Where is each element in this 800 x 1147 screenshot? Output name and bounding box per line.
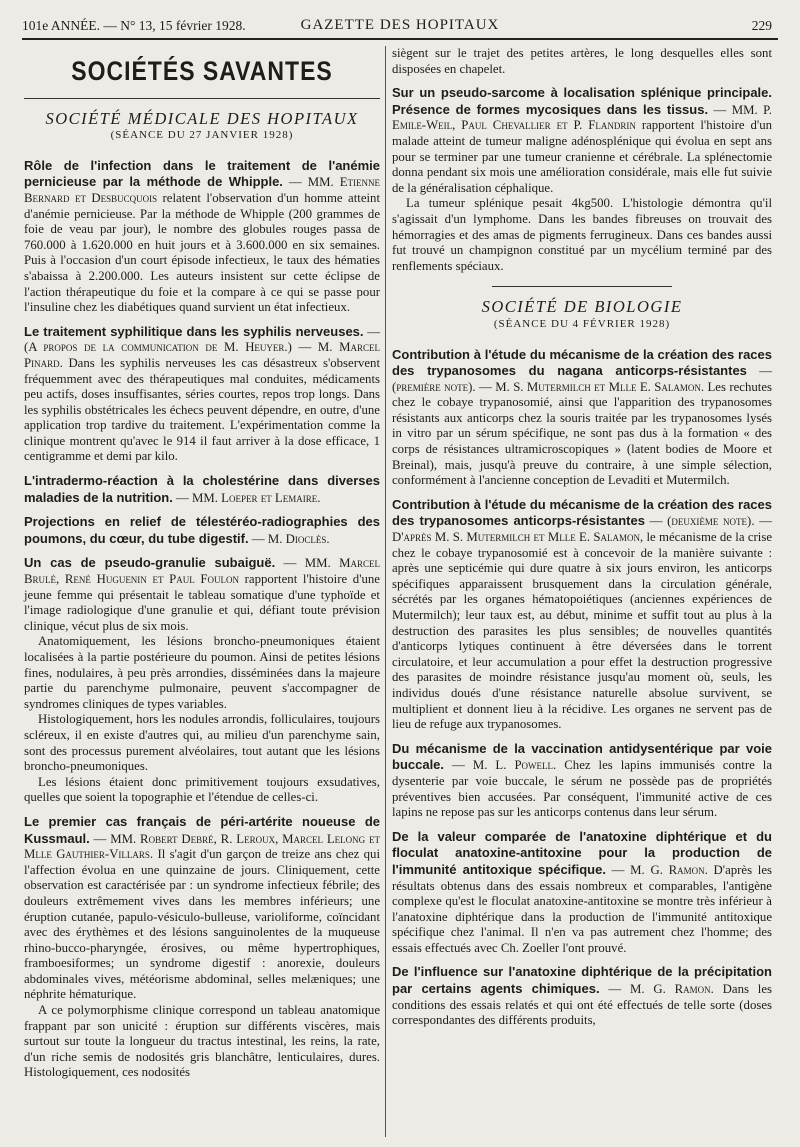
left-articles	[24, 158, 380, 1081]
article-body: Chez les lapins immunisés contre la dysenterie par voie buccale, le sérum ne possède pas de propriétés préventives bien accusées. Par conséquent, l'immunité active de ces lapins ne repose pas sur les anticorps contenus dans leur sérum.	[392, 758, 773, 820]
journal-title: GAZETTE DES HOPITAUX	[300, 17, 500, 33]
page-header	[22, 12, 778, 38]
article	[24, 814, 380, 1081]
article	[392, 347, 772, 489]
article-authors: (première note). — M. S. Mutermilch et Mlle E. Salamon.	[392, 379, 705, 394]
article	[392, 829, 772, 957]
article	[392, 497, 772, 733]
article-authors: MM. Robert Debré, R. Leroux, Marcel Lelong et Mlle Gauthier-Villars.	[24, 831, 380, 862]
article-head: Le premier cas français de péri-artérite noueuse de Kussmaul. — MM. Robert Debré, R. Leroux, Marcel Lelong et Mlle Gauthier-Villars. Il s'agit d'un garçon de treize ans chez qui l'affection évolua en une quinzaine de jours. Cliniquement, cette observation est caractérisée par : un syndrome infectieux fébrile; des douleurs extrêmement vives dans les membres inférieurs; une éruption cutanée, papulo-vésiculo-bulleuse, varioliforme, coïncidant avec des érythèmes et des lésions sanguinolentes de la muqueuse rhino-bucco-pharyngée, érosives, ou même hypertrophiques, framboesiformes; un syndrome digestif : anorexie, douleurs abdominales vives, météorisme abdominal, selles melæniques; une néphrite hématurique.	[24, 813, 380, 1002]
article-paragraph: Anatomiquement, les lésions broncho-pneumoniques étaient localisées à la partie postérieure du poumon. Ainsi de petites lésions fines, nodulaires, à peu près arrondies, disséminées dans la majeure partie du parenchyme pulmonaire, peuvent s'accompagner de syndromes cliniques de types variables.	[24, 634, 380, 711]
article	[392, 741, 772, 821]
article-title: De la valeur comparée de l'anatoxine diphtérique et du floculat anatoxine-antitoxine pour la production de l'immunité antitoxique spécifique.	[392, 828, 772, 877]
article-authors: MM. P. Emile-Weil, Paul Chevallier et P. Flandrin	[392, 102, 772, 133]
section-title: SOCIÉTÉ MÉDICALE DES HOPITAUX	[45, 108, 359, 128]
article-authors: MM. Loeper et Lemaire.	[192, 490, 321, 505]
column-divider	[385, 46, 386, 1137]
article-body: siègent sur le trajet des petites artères, le long desquelles elles sont disposées en chapelet.	[392, 46, 772, 76]
left-column	[24, 46, 380, 1089]
article	[24, 555, 380, 806]
article-title: L'intradermo-réaction à la cholestérine dans diverses maladies de la nutrition.	[24, 473, 380, 505]
article-title: Un cas de pseudo-granulie subaiguë.	[24, 555, 276, 571]
article-head: Sur un pseudo-sarcome à localisation splénique principale. Présence de formes mycosiques dans les tissus. — MM. P. Emile-Weil, Paul Chevallier et P. Flandrin rapportent l'histoire d'un malade atteint de tumeur maligne adénosplénique qui évolua en sept ans pour se terminer par une tumeur cranienne et cérébrale. La splénectomie donna pendant six mois une amélioration considérale, mais elle fut suivie de la généralisation céphalique.	[392, 85, 772, 195]
article-authors: (A propos de la communication de M. Heuyer.) — M. Marcel Pinard.	[24, 340, 380, 370]
article-authors: M. Dioclès.	[267, 531, 330, 546]
article-body: Les rechutes chez le cobaye trypanosomié, ainsi que l'apparition des trypanosomes résistants aux anticorps chez la souris traitée par les trypanosomes lysés in vitro par un sérum spécifique, ne sont pas dus à la formation « des corps de résistances ultramicroscopiques » (latent bodies de Moore et Breinal), mais, jusqu'à preuve du contraire, à une simple sélection, conformément à l'ancienne conception de Levaditi et Mutermilch.	[392, 379, 772, 488]
article-paragraph: La tumeur splénique pesait 4kg500. L'histologie démontra qu'il s'agissait d'un lymphome. Dans les bandes fibreuses on trouvait des hémorragies et des amas de pigments ferrugineux. Dans ces bandes aussi fut trouvé un champignon constitué par un mycélium terminé par des renflements spéciaux.	[392, 196, 772, 273]
article-title: Contribution à l'étude du mécanisme de la création des races des trypanosomes anticorps-résistantes	[392, 496, 772, 529]
article-authors: M. G. Ramon.	[630, 862, 708, 877]
article-title: Sur un pseudo-sarcome à localisation splénique principale. Présence de formes mycosiques dans les tissus.	[392, 85, 772, 117]
article-head: Le traitement syphilitique dans les syphilis nerveuses. — (A propos de la communication de M. Heuyer.) — M. Marcel Pinard. Dans les syphilis nerveuses les cas désastreux s'observent fréquemment avec des thérapeutiques mal conduites, médicaments peu actifs, doses insuffisantes, séries courtes, repos trop longs. Dans les syphilis obstétricales les échecs peuvent dépendre, en outre, d'une application trop tardive du traitement. L'expérimentation comme la clinique montrent qu'avec le 914 il faut arriver à la dose efficace, 1 centigramme et demi par kilo.	[24, 323, 381, 464]
article	[392, 85, 772, 274]
article-title: Du mécanisme de la vaccination antidysentérique par voie buccale.	[392, 740, 772, 773]
article-paragraph: Histologiquement, hors les nodules arrondis, folliculaires, toujours scléreux, il en existe d'autres qui, au milieu d'un parenchyme sain, sont des processus purement alvéolaires, tout autant que les lésions broncho-pneumoniques.	[24, 712, 380, 774]
article-title: Contribution à l'étude du mécanisme de la création des races des trypanosomes du nagana anticorps-résistantes	[392, 346, 772, 379]
article	[24, 514, 380, 547]
article-authors: MM. Marcel Brulé, René Huguenin et Paul Foulon	[24, 556, 380, 587]
article	[24, 324, 380, 465]
article-authors: (deuxième note). — D'après M. S. Mutermilch et Mlle E. Salamon,	[392, 514, 772, 545]
article	[24, 158, 380, 316]
article-body: Dans les conditions des essais relatés et qui ont été effectués de telle sorte (doses correspondantes des différents produits,	[392, 982, 772, 1028]
article-body: rapportent l'histoire d'une jeune femme qui présentait le tableau somatique d'une typhoïde et l'image radiologique d'une granulie et qui, défiant toute prévision clinique, vécut plus de six mois.	[24, 572, 380, 633]
article-head: Un cas de pseudo-granulie subaiguë. — MM. Marcel Brulé, René Huguenin et Paul Foulon rapportent l'histoire d'une jeune femme qui présentait le tableau somatique d'une typhoïde et l'image radiologique d'une granulie et qui, défiant toute prévision clinique, vécut plus de six mois.	[24, 555, 380, 633]
banner-title: SOCIÉTÉS SAVANTES	[71, 55, 333, 86]
article-head: Rôle de l'infection dans le traitement de l'anémie pernicieuse par la méthode de Whipple. — MM. Etienne Bernard et Desbucquois relatent l'observation d'un homme atteint d'anémie pernicieuse. Par la méthode de Whipple (200 grammes de foie de veau par jour), le nombre des globules rouges passa de 760.000 à 1.620.000 en huit jours et à 3.600.000 en six semaines. Puis à l'occasion d'un court épisode infectieux, le taux des hématies s'abaissa à 2.200.000. Les auteurs insistent sur cette éclipse de l'action thérapeutique du foie et la compare à ce qui se passe pour l'insuline chez les diabétiques quand survient un état infectieux.	[24, 157, 381, 315]
article-title: Rôle de l'infection dans le traitement de l'anémie pernicieuse par la méthode de Whipple.	[24, 157, 380, 190]
article-paragraph: A ce polymorphisme clinique correspond un tableau anatomique frappant par son unicité : éruption sur différents viscères, mais surtout sur toute la longueur du tractus intestinal, les reins, la rate, d'un riche semis de nodosités gris blanchâtre, lenticulaires, dures. Histologiquement, ces nodosités	[24, 1003, 380, 1080]
article	[392, 964, 772, 1028]
continued-text	[392, 46, 772, 77]
article-body: Dans les syphilis nerveuses les cas désastreux s'observent fréquemment avec des thérapeutiques mal conduites, médicaments peu actifs, doses insuffisantes, séries courtes, repos trop longs. Dans les syphilis obstétricales les échecs peuvent dépendre, en outre, d'une application trop tardive du traitement. L'expérimentation comme la clinique montrent qu'avec le 914 il faut arriver à la dose efficace, 1 centigramme et demi par kilo.	[24, 355, 381, 464]
article-title: Projections en relief de télestéréo-radiographies des poumons, du cœur, du tube digestif.	[24, 514, 380, 546]
right-articles-2	[392, 347, 772, 1029]
section-subtitle: (SÉANCE DU 27 JANVIER 1928)	[110, 129, 294, 142]
article-body: le mécanisme de la crise chez le cobaye trypanosomié est à concevoir de la manière suivante : après une septicémie qui dure quatre à six jours environ, les anticorps spécifiques apparaissent brusquement dans la circulation générale, sécrétés par les organes hématopoiétiques (anciennes expériences de Mutermilch); leur taux est, au début, minime et suffit tout au plus à la destruction des parasites les plus sensibles; de nouvelles quantités d'anticorps lytiques continuent à être déversées dans le torrent circulatoire, et leur accumulation a pour effet la destruction progressive des parasites de moindre résistance jusqu'au moment où, seuls, les individus doués d'une résistance naturelle absolue survivent, se multiplient et donnent lieu à la récidive. Les organes ne servent pas de lieu de refuge aux trypanosomes.	[392, 530, 772, 732]
article-head: De la valeur comparée de l'anatoxine diphtérique et du floculat anatoxine-antitoxine pour la production de l'immunité antitoxique spécifique. — M. G. Ramon. D'après les résultats obtenus dans des essais nombreux et comparables, l'antigène complexe qu'est le floculat anatoxine-antitoxine se montre très inférieur à l'anatoxine diphtérique dans la production de l'immunité antitoxique spécifique chez l'animal. Il n'en va pas autrement chez l'homme; des essais effectués avec Ch. Zoeller l'ont prouvé.	[392, 828, 773, 955]
page-number: 229	[751, 18, 772, 33]
article	[24, 473, 380, 506]
article-title: Le premier cas français de péri-artérite noueuse de Kussmaul.	[24, 813, 380, 846]
article-body: D'après les résultats obtenus dans des essais nombreux et comparables, l'antigène complexe qu'est le floculat anatoxine-antitoxine se montre très inférieur à l'anatoxine diphtérique dans la production de l'immunité antitoxique spécifique chez l'animal. Il n'en va pas autrement chez l'homme; des essais effectués avec Ch. Zoeller l'ont prouvé.	[392, 862, 773, 955]
issue-line: 101e ANNÉE. — N° 13, 15 février 1928.	[22, 18, 246, 33]
right-articles-1	[392, 85, 772, 274]
article-head: Du mécanisme de la vaccination antidysentérique par voie buccale. — M. L. Powell. Chez les lapins immunisés contre la dysenterie par voie buccale, le sérum ne possède pas de propriétés préventives bien accusées. Par conséquent, l'immunité active de ces lapins ne repose pas sur les anticorps contenus dans leur sérum.	[392, 740, 773, 820]
article-head: Projections en relief de télestéréo-radiographies des poumons, du cœur, du tube digestif. — M. Dioclès.	[24, 514, 380, 546]
article-head: Contribution à l'étude du mécanisme de la création des races des trypanosomes anticorps-résistantes — (deuxième note). — D'après M. S. Mutermilch et Mlle E. Salamon, le mécanisme de la crise chez le cobaye trypanosomié est à concevoir de la manière suivante : après une septicémie qui dure quatre à six jours environ, les anticorps spécifiques apparaissent brusquement dans la circulation générale, sécrétés par les organes hématopoiétiques (anciennes expériences de Mutermilch); leur taux est, au début, minime et suffit tout au plus à la destruction des parasites les plus sensibles; de nouvelles quantités d'anticorps lytiques continuent à être déversées dans le torrent circulatoire, et leur accumulation a pour effet la destruction progressive des parasites de moindre résistance jusqu'au moment où, seuls, les individus doués d'une résistance naturelle absolue survivent, se multiplient et donnent lieu à la récidive. Les organes ne servent pas de lieu de refuge aux trypanosomes.	[392, 496, 772, 732]
right-column	[392, 46, 772, 1037]
article-head: Contribution à l'étude du mécanisme de la création des races des trypanosomes du nagana anticorps-résistantes — (première note). — M. S. Mutermilch et Mlle E. Salamon. Les rechutes chez le cobaye trypanosomié, ainsi que l'apparition des trypanosomes résistants aux anticorps chez la souris traitée par les trypanosomes lysés in vitro par un sérum spécifique, ne sont pas dus à la formation « des corps de résistances ultramicroscopiques » (latent bodies de Moore et Breinal), mais, jusqu'à preuve du contraire, à une simple sélection, conformément à l'ancienne conception de Levaditi et Mutermilch.	[392, 346, 772, 488]
header-rule	[22, 38, 778, 40]
article-head: De l'influence sur l'anatoxine diphtérique de la précipitation par certains agents chimiques. — M. G. Ramon. Dans les conditions des essais relatés et qui ont été effectués de telle sorte (doses correspondantes des différents produits,	[392, 964, 772, 1028]
article-authors: M. G. Ramon.	[629, 982, 714, 997]
banner-rule	[24, 98, 380, 99]
article-head: L'intradermo-réaction à la cholestérine dans diverses maladies de la nutrition. — MM. Loeper et Lemaire.	[24, 473, 380, 505]
article-body: rapportent l'histoire d'un malade atteint de tumeur maligne adénosplénique qui évolua en sept ans pour se terminer par une tumeur cranienne et cérébrale. La splénectomie donna pendant six mois une amélioration considérale, mais elle fut suivie de la généralisation céphalique.	[392, 118, 772, 195]
section-title: SOCIÉTÉ DE BIOLOGIE	[481, 297, 683, 317]
article-title: De l'influence sur l'anatoxine diphtérique de la précipitation par certains agents chimiques.	[392, 964, 772, 997]
article-authors: M. L. Powell.	[472, 758, 557, 773]
section-rule	[492, 286, 672, 287]
article-authors: MM. Etienne Bernard et Desbucquois	[24, 175, 381, 205]
article-paragraph: Les lésions étaient donc primitivement toujours exsudatives, quelles que soient la topographie et l'étendue de celles-ci.	[24, 774, 380, 805]
section-subtitle: (SÉANCE DU 4 FÉVRIER 1928)	[493, 317, 671, 330]
article-body: relatent l'observation d'un homme atteint d'anémie pernicieuse. Par la méthode de Whipple (200 grammes de foie de veau par jour), le nombre des globules rouges passa de 760.000 à 1.620.000 en huit jours et à 3.600.000 en six semaines. Puis à l'occasion d'un court épisode infectieux, le taux des hématies s'abaissa à 2.200.000. Les auteurs insistent sur cette éclipse de l'action thérapeutique du foie et la compare à ce qui se passe pour l'insuline chez les diabétiques quand survient un état infectieux.	[24, 190, 381, 315]
article-body: Il s'agit d'un garçon de treize ans chez qui l'affection évolua en une quinzaine de jours. Cliniquement, cette observation est caractérisée par : un syndrome infectieux fébrile; des douleurs extrêmement vives dans les membres inférieurs; une éruption cutanée, papulo-vésiculo-bulleuse, varioliforme, coïncidant avec des érythèmes et des lésions sanguinolentes de la muqueuse rhino-bucco-pharyngée, érosives, ou même hypertrophiques, framboesiformes; un syndrome digestif : anorexie, douleurs abdominales vives, météorisme abdominal, selles melæniques; une néphrite hématurique.	[24, 847, 380, 1002]
article-title: Le traitement syphilitique dans les syphilis nerveuses.	[24, 323, 364, 339]
